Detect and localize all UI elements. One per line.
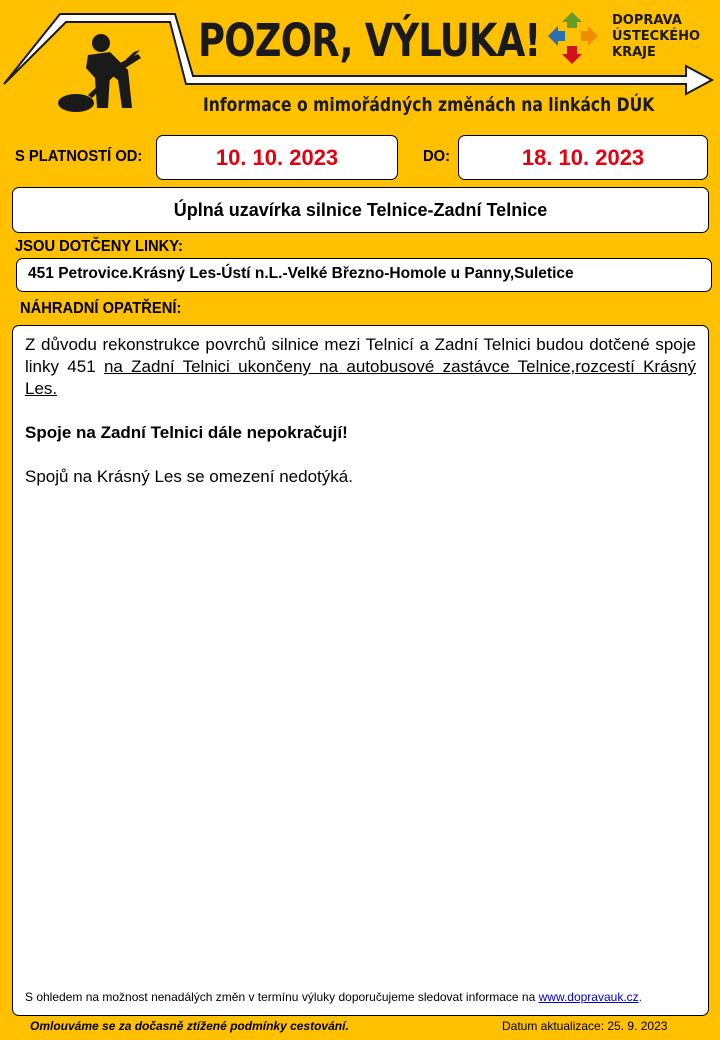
valid-from-label: S PLATNOSTÍ OD: — [15, 148, 143, 165]
logo-line: DOPRAVA — [612, 13, 682, 28]
affected-lines-label: JSOU DOTČENY LINKY: — [15, 238, 183, 255]
worker-icon — [58, 34, 141, 112]
page-title: POZOR, VÝLUKA! — [198, 14, 541, 67]
measures-text — [25, 334, 696, 488]
valid-to-label: DO: — [423, 148, 450, 165]
duk-logo-icon — [548, 12, 598, 64]
apology-text: Omlouváme se za dočasně ztížené podmínky cestování. — [30, 1019, 349, 1033]
measures-para1-plain: Z důvodu rekonstrukce povrchů silnice mezi Telnicí a Zadní Telnici budou dotčené spoje linky 451 — [25, 335, 696, 376]
duk-logo-text — [612, 13, 700, 61]
closure-title: Úplná uzavírka silnice Telnice-Zadní Telnice — [173, 200, 548, 220]
measures-note: Spojů na Krásný Les se omezení nedotýká. — [25, 467, 353, 486]
logo-line: ÚSTECKÉHO — [612, 29, 701, 44]
page-subtitle: Informace o mimořádných změnách na linkách DÚK — [203, 94, 655, 116]
valid-to-box — [458, 135, 708, 180]
footnote — [25, 989, 696, 1005]
measures-para1-underlined: na Zadní Telnici ukončeny na autobusové zastávce Telnice,rozcestí Krásný Les. — [25, 357, 696, 398]
measures-warning: Spoje na Zadní Telnici dále nepokračují! — [25, 423, 348, 442]
update-date: Datum aktualizace: 25. 9. 2023 — [502, 1019, 668, 1033]
valid-from-box — [156, 135, 398, 180]
measures-box — [12, 325, 709, 1016]
valid-to-date: 18. 10. 2023 — [521, 145, 645, 170]
logo-line: KRAJE — [612, 45, 656, 60]
footnote-text: S ohledem na možnost nenadálých změn v termínu výluky doporučujeme sledovat informace na — [25, 990, 539, 1004]
closure-title-box — [12, 187, 709, 233]
measures-paragraph — [25, 334, 696, 400]
affected-lines-box — [16, 258, 712, 292]
affected-lines-value: 451 Petrovice.Krásný Les-Ústí n.L.-Velké Březno-Homole u Panny,Suletice — [28, 265, 574, 282]
measures-label: NÁHRADNÍ OPATŘENÍ: — [20, 300, 182, 317]
website-link[interactable]: www.dopravauk.cz — [538, 990, 639, 1004]
valid-from-date: 10. 10. 2023 — [215, 145, 339, 170]
footnote-end: . — [638, 990, 642, 1004]
